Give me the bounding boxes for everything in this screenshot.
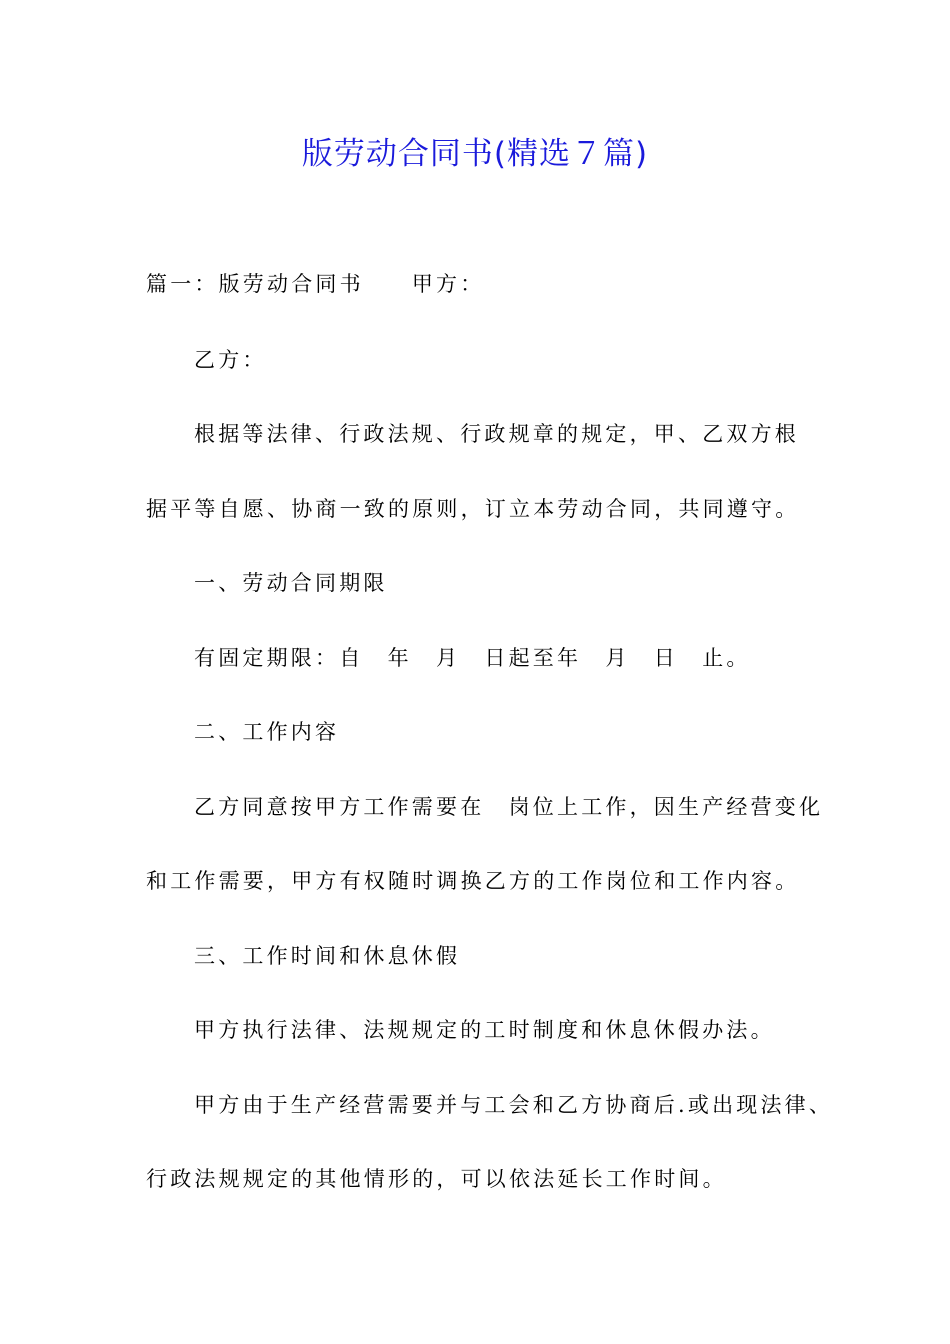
section-3-body-2-line-1: 甲方由于生产经营需要并与工会和乙方协商后.或出现法律、 <box>194 1093 834 1117</box>
section-2-heading: 二、工作内容 <box>194 720 340 744</box>
section-2-body-line-2: 和工作需要，甲方有权随时调换乙方的工作岗位和工作内容。 <box>146 869 800 893</box>
party-b-label: 乙方： <box>194 348 267 372</box>
paragraph-1-line-1: 根据等法律、行政法规、行政规章的规定，甲、乙双方根 <box>194 422 799 446</box>
section-2-body-line-1: 乙方同意按甲方工作需要在 岗位上工作，因生产经营变化 <box>194 795 824 819</box>
section-1-body: 有固定期限：自 年 月 日起至年 月 日 止。 <box>194 646 751 670</box>
section-1-heading: 一、劳动合同期限 <box>194 571 388 595</box>
section-3-body-2-line-2: 行政法规规定的其他情形的，可以依法延长工作时间。 <box>146 1167 727 1191</box>
section-3-body-1: 甲方执行法律、法规规定的工时制度和休息休假办法。 <box>194 1018 775 1042</box>
section-heading: 篇一：版劳动合同书 <box>146 272 364 296</box>
paragraph-1-line-2: 据平等自愿、协商一致的原则，订立本劳动合同，共同遵守。 <box>146 497 800 521</box>
section-heading-line <box>146 264 826 304</box>
party-a-label: 甲方： <box>411 272 485 296</box>
section-3-heading: 三、工作时间和休息休假 <box>194 944 461 968</box>
document-title: 版劳动合同书(精选７篇) <box>301 136 649 172</box>
